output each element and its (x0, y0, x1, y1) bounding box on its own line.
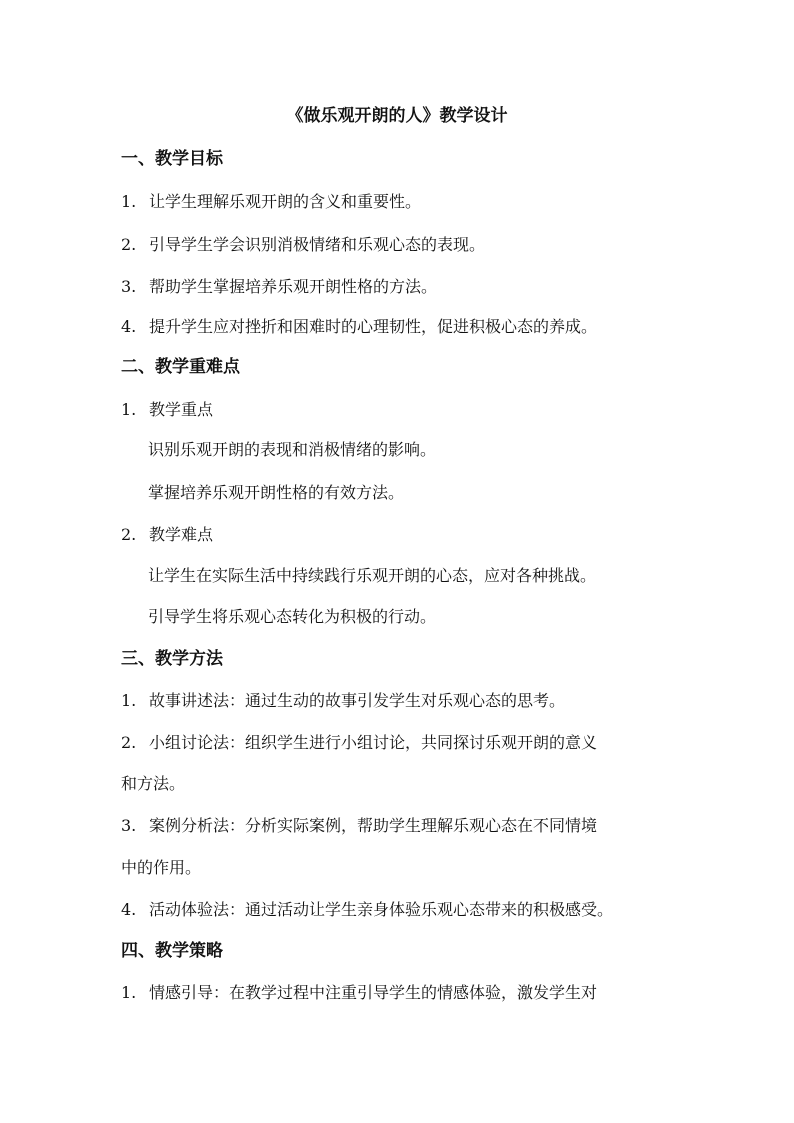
section-heading-strategies: 四、教学策略 (121, 941, 223, 961)
list-item (121, 189, 421, 215)
list-item (121, 813, 597, 839)
list-item-continuation: 和方法。 (121, 774, 186, 793)
paragraph-line: 掌握培养乐观开朗性格的有效方法。 (148, 483, 405, 502)
list-item (121, 314, 597, 340)
list-item-text: 让学生理解乐观开朗的含义和重要性。 (149, 192, 422, 211)
sub-heading-focus (121, 397, 213, 423)
list-item-text: 小组讨论法：组织学生进行小组讨论，共同探讨乐观开朗的意义 (149, 733, 598, 752)
list-item-text: 活动体验法：通过活动让学生亲身体验乐观心态带来的积极感受。 (149, 900, 614, 919)
paragraph-line: 引导学生将乐观心态转化为积极的行动。 (148, 607, 437, 626)
section-heading-methods: 三、教学方法 (121, 649, 223, 669)
list-item (121, 274, 437, 300)
list-item-continuation: 中的作用。 (121, 858, 202, 877)
section-heading-objectives: 一、教学目标 (121, 149, 223, 169)
list-item (121, 897, 613, 923)
list-item-number: 1. (121, 983, 137, 1002)
list-item (121, 980, 597, 1006)
list-item (121, 730, 597, 756)
paragraph-line: 让学生在实际生活中持续践行乐观开朗的心态，应对各种挑战。 (148, 566, 597, 585)
list-item-text: 案例分析法：分析实际案例，帮助学生理解乐观心态在不同情境 (149, 816, 598, 835)
list-item-number: 3. (121, 277, 137, 296)
section-heading-key-points: 二、教学重难点 (121, 357, 240, 377)
list-item-number: 4. (121, 317, 137, 336)
sub-heading-text: 教学重点 (149, 400, 214, 419)
list-item-number: 1. (121, 192, 137, 211)
list-item (121, 688, 565, 714)
sub-heading-text: 教学难点 (149, 525, 214, 544)
list-item-text: 帮助学生掌握培养乐观开朗性格的方法。 (149, 277, 438, 296)
list-item-text: 引导学生学会识别消极情绪和乐观心态的表现。 (149, 235, 486, 254)
list-item-number: 2. (121, 525, 137, 544)
list-item (121, 232, 485, 258)
list-item-text: 故事讲述法：通过生动的故事引发学生对乐观心态的思考。 (149, 691, 566, 710)
list-item-number: 2. (121, 733, 137, 752)
sub-heading-difficulty (121, 522, 213, 548)
list-item-number: 1. (121, 691, 137, 710)
list-item-text: 情感引导：在教学过程中注重引导学生的情感体验，激发学生对 (149, 983, 598, 1002)
list-item-number: 2. (121, 235, 137, 254)
paragraph-line: 识别乐观开朗的表现和消极情绪的影响。 (148, 440, 437, 459)
list-item-number: 3. (121, 816, 137, 835)
list-item-text: 提升学生应对挫折和困难时的心理韧性，促进积极心态的养成。 (149, 317, 598, 336)
document-title: 《做乐观开朗的人》教学设计 (286, 106, 508, 126)
list-item-number: 4. (121, 900, 137, 919)
list-item-number: 1. (121, 400, 137, 419)
